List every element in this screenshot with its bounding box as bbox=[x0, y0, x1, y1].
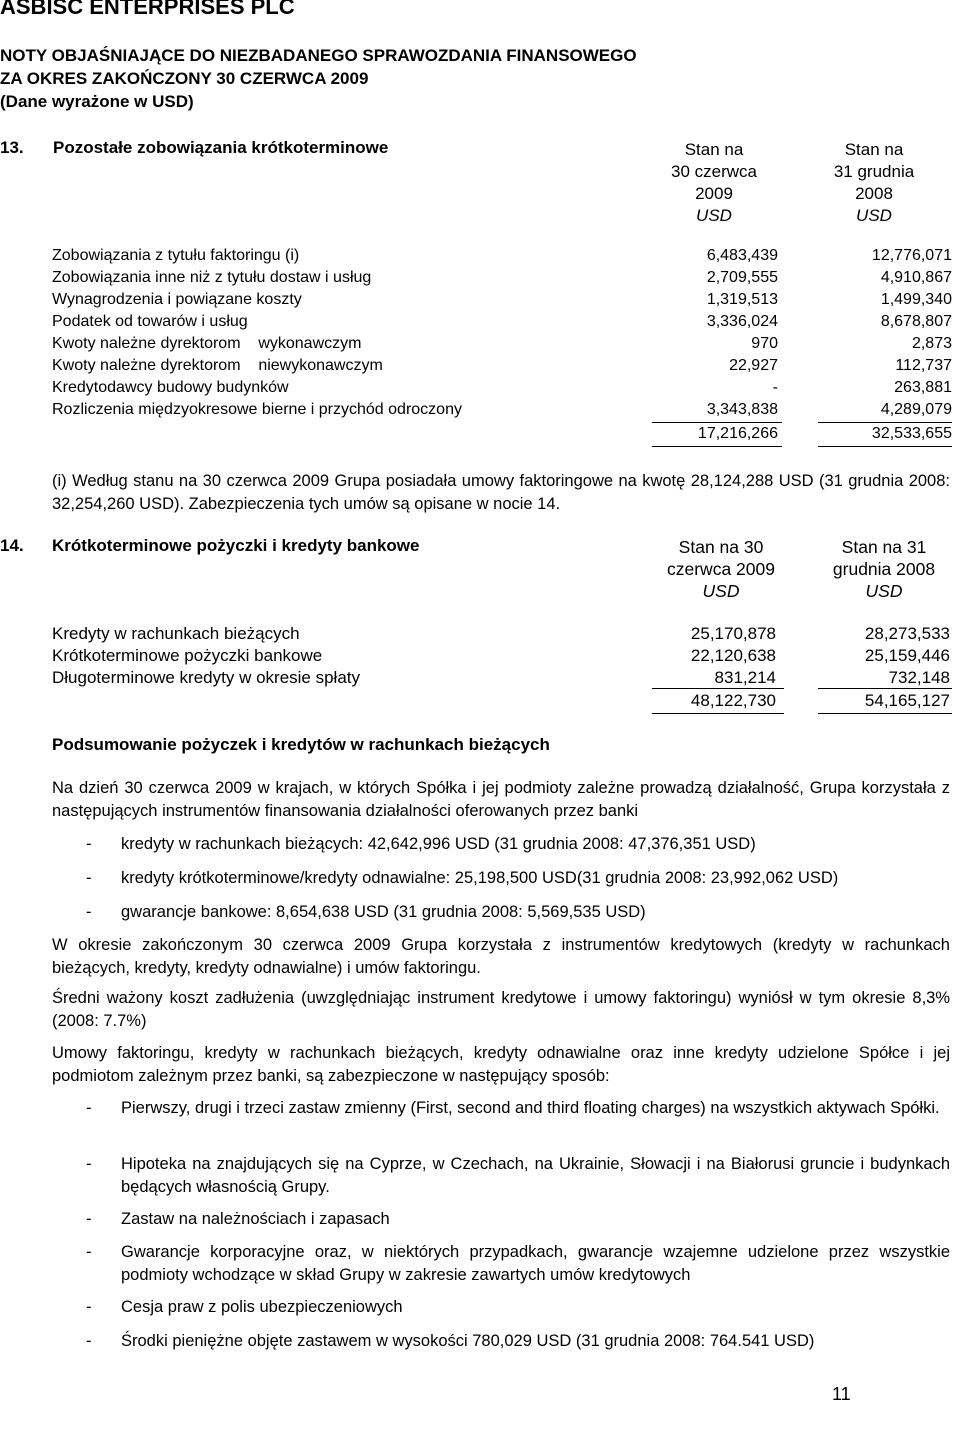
bullet-dash: - bbox=[86, 869, 92, 887]
row-label: Kredyty w rachunkach bieżących bbox=[52, 624, 300, 643]
total-rule-2009 bbox=[652, 688, 784, 689]
row-value-2008: 12,776,071 bbox=[871, 247, 952, 264]
row-value-2008: 4,910,867 bbox=[880, 269, 952, 286]
row-value-2009: 3,336,024 bbox=[706, 313, 778, 330]
table-row bbox=[52, 247, 952, 269]
total-row bbox=[52, 691, 950, 713]
row-label: Zobowiązania z tytułu faktoringu (i) bbox=[52, 247, 300, 264]
row-value-2008: 2,873 bbox=[911, 335, 952, 352]
summary-heading: Podsumowanie pożyczek i kredytów w rachunkach bieżących bbox=[52, 735, 550, 754]
col1-line1: Stan na 30 bbox=[678, 537, 764, 557]
total-underline-2009 bbox=[652, 446, 782, 447]
security-item: Cesja praw z polis ubezpieczeniowych bbox=[121, 1298, 403, 1316]
row-label: Rozliczenia międzyokresowe bierne i przychód odroczony bbox=[52, 401, 462, 418]
total-rule-2009 bbox=[652, 422, 782, 423]
note-13-number: 13. bbox=[0, 138, 24, 157]
instrument-item: kredyty w rachunkach bieżących: 42,642,996 USD (31 grudnia 2008: 47,376,351 USD) bbox=[121, 835, 756, 853]
row-value-2009: 6,483,439 bbox=[706, 247, 778, 264]
row-label: Zobowiązania inne niż z tytułu dostaw i usług bbox=[52, 269, 372, 286]
factoring-footnote: (i) Według stanu na 30 czerwca 2009 Grupa posiadała umowy faktoringowe na kwotę 28,124,288 USD (31 grudnia 2008: 32,254,260 USD). Zabezpieczenia tych umów są opisane w nocie 14. bbox=[52, 472, 950, 513]
row-value-2009: - bbox=[772, 379, 778, 396]
row-value-2009: 970 bbox=[751, 335, 778, 352]
col1-line2: czerwca 2009 bbox=[667, 559, 775, 579]
total-value-2009: 48,122,730 bbox=[690, 691, 776, 710]
col1-line1: Stan na bbox=[684, 140, 744, 159]
row-label: Kwoty należne dyrektorom wykonawczym bbox=[52, 335, 362, 352]
table-row bbox=[52, 357, 952, 379]
bullet-dash: - bbox=[86, 1332, 92, 1350]
security-item: Gwarancje korporacyjne oraz, w niektórych przypadkach, gwarancje wzajemne udzielone przez wszystkie podmioty wchodzące w skład Grupy w zakresie zawartych umów kredytowych bbox=[121, 1243, 950, 1284]
total-rule-2008 bbox=[818, 422, 952, 423]
total-value-2008: 54,165,127 bbox=[864, 691, 950, 710]
col2-line2: grudnia 2008 bbox=[832, 559, 936, 579]
col2-currency: USD bbox=[865, 581, 903, 601]
row-value-2008: 112,737 bbox=[895, 357, 952, 374]
note-13-col1-header bbox=[654, 139, 774, 227]
bullet-dash: - bbox=[86, 1099, 92, 1117]
security-item: Pierwszy, drugi i trzeci zastaw zmienny (First, second and third floating charges) na wszystkich aktywach Spółki. bbox=[121, 1099, 940, 1117]
row-value-2008: 732,148 bbox=[888, 668, 950, 687]
row-value-2009: 3,343,838 bbox=[706, 401, 778, 418]
row-value-2008: 28,273,533 bbox=[864, 624, 950, 643]
security-item: Zastaw na należnościach i zapasach bbox=[121, 1210, 390, 1228]
row-value-2009: 831,214 bbox=[714, 668, 776, 687]
instrument-item: gwarancje bankowe: 8,654,638 USD (31 grudnia 2008: 5,569,535 USD) bbox=[121, 903, 646, 921]
col1-currency: USD bbox=[696, 206, 732, 225]
table-row bbox=[52, 335, 952, 357]
table-row bbox=[52, 291, 952, 313]
col2-currency: USD bbox=[856, 206, 892, 225]
bullet-dash: - bbox=[86, 1298, 92, 1316]
paragraph: Na dzień 30 czerwca 2009 w krajach, w których Spółka i jej podmioty zależne prowadzą działalność, Grupa korzystała z następujących instrumentów finansowania działalności oferowanych przez banki bbox=[52, 779, 950, 820]
col2-line1: Stan na bbox=[844, 140, 904, 159]
report-period: ZA OKRES ZAKOŃCZONY 30 CZERWCA 2009 bbox=[0, 69, 369, 88]
instrument-item: kredyty krótkoterminowe/kredyty odnawialne: 25,198,500 USD(31 grudnia 2008: 23,992,062 USD) bbox=[121, 869, 839, 887]
row-label: Długoterminowe kredyty w okresie spłaty bbox=[52, 668, 361, 687]
col1-line3: 2009 bbox=[695, 184, 733, 203]
row-label: Kredytodawcy budowy budynków bbox=[52, 379, 289, 396]
table-row bbox=[52, 668, 950, 690]
row-value-2009: 2,709,555 bbox=[706, 269, 778, 286]
total-underline-2008 bbox=[818, 713, 952, 714]
col2-line2: 31 grudnia bbox=[833, 162, 915, 181]
report-title: NOTY OBJAŚNIAJĄCE DO NIEZBADANEGO SPRAWOZDANIA FINANSOWEGO bbox=[0, 46, 637, 65]
table-row bbox=[52, 646, 950, 668]
note-13-col2-header bbox=[814, 139, 934, 227]
bullet-dash: - bbox=[86, 903, 92, 921]
row-label: Wynagrodzenia i powiązane koszty bbox=[52, 291, 302, 308]
col2-line3: 2008 bbox=[855, 184, 893, 203]
row-value-2009: 1,319,513 bbox=[706, 291, 778, 308]
total-value-2008: 32,533,655 bbox=[871, 425, 952, 442]
currency-note: (Dane wyrażone w USD) bbox=[0, 92, 194, 111]
paragraph: Średni ważony koszt zadłużenia (uwzględniając instrument kredytowe i umowy faktoringu) wyniósł w tym okresie 8,3% (2008: 7.7%) bbox=[52, 989, 950, 1030]
row-value-2008: 25,159,446 bbox=[864, 646, 950, 665]
col2-line1: Stan na 31 bbox=[841, 537, 927, 557]
table-row bbox=[52, 624, 950, 646]
note-14-col2-header bbox=[814, 536, 954, 602]
note-14-title: Krótkoterminowe pożyczki i kredyty bankowe bbox=[52, 536, 420, 555]
row-value-2008: 8,678,807 bbox=[880, 313, 952, 330]
paragraph: W okresie zakończonym 30 czerwca 2009 Grupa korzystała z instrumentów kredytowych (kredyty w rachunkach bieżących, kredyty, kredyty odnawialne) i umów faktoringu. bbox=[52, 936, 950, 977]
company-name: ASBISC ENTERPRISES PLC bbox=[0, 0, 295, 19]
note-13-title: Pozostałe zobowiązania krótkoterminowe bbox=[53, 138, 389, 157]
bullet-dash: - bbox=[86, 1210, 92, 1228]
row-value-2009: 22,120,638 bbox=[690, 646, 776, 665]
bullet-dash: - bbox=[86, 835, 92, 853]
total-underline-2009 bbox=[652, 713, 784, 714]
bullet-dash: - bbox=[86, 1155, 92, 1173]
row-value-2009: 22,927 bbox=[729, 357, 778, 374]
col1-line2: 30 czerwca bbox=[671, 162, 757, 181]
table-row bbox=[52, 379, 952, 401]
row-label: Kwoty należne dyrektorom niewykonawczym bbox=[52, 357, 383, 374]
security-item: Hipoteka na znajdujących się na Cyprze, w Czechach, na Ukrainie, Słowacji i na Białorusi gruncie i budynkach będących własnością Grupy. bbox=[121, 1155, 950, 1196]
total-value-2009: 17,216,266 bbox=[697, 425, 778, 442]
row-label: Krótkoterminowe pożyczki bankowe bbox=[52, 646, 323, 665]
row-value-2008: 4,289,079 bbox=[880, 401, 952, 418]
total-underline-2008 bbox=[818, 446, 952, 447]
row-value-2009: 25,170,878 bbox=[690, 624, 776, 643]
security-item: Środki pieniężne objęte zastawem w wysokości 780,029 USD (31 grudnia 2008: 764.541 USD) bbox=[121, 1332, 815, 1350]
table-row bbox=[52, 269, 952, 291]
note-14-number: 14. bbox=[0, 536, 24, 555]
row-label: Podatek od towarów i usług bbox=[52, 313, 248, 330]
page-number: 11 bbox=[832, 1384, 851, 1404]
row-value-2008: 263,881 bbox=[894, 379, 952, 396]
bullet-dash: - bbox=[86, 1243, 92, 1261]
table-row bbox=[52, 313, 952, 335]
total-row bbox=[52, 425, 952, 447]
table-row bbox=[52, 401, 952, 423]
total-rule-2008 bbox=[818, 688, 952, 689]
row-value-2008: 1,499,340 bbox=[880, 291, 952, 308]
note-14-col1-header bbox=[651, 536, 791, 602]
paragraph: Umowy faktoringu, kredyty w rachunkach bieżących, kredyty odnawialne oraz inne kredyty udzielone Spółce i jej podmiotom zależnym przez banki, są zabezpieczone w następujący sposób: bbox=[52, 1044, 950, 1085]
col1-currency: USD bbox=[702, 581, 740, 601]
